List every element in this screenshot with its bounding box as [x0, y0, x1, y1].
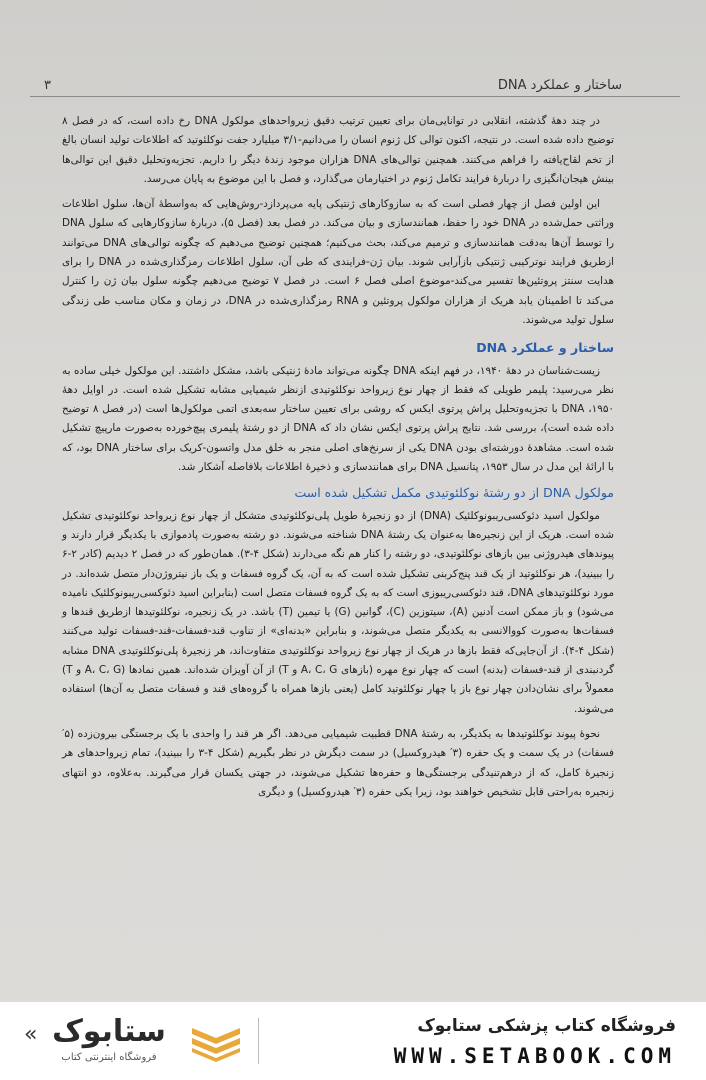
store-footer-banner [0, 1002, 706, 1080]
section-heading: ساختار و عملکرد DNA [476, 340, 614, 356]
subsection-heading: مولکول DNA از دو رشتهٔ نوکلئوتیدی مکمل تشکیل شده است [294, 485, 614, 501]
page-number: ۳ [44, 78, 51, 93]
book-stack-logo-icon [190, 1024, 242, 1062]
subsection-paragraph: مولکول اسید دئوکسی‌ریبونوکلئیک (DNA) از دو زنجیرهٔ طویل پلی‌نوکلئوتیدی متشکل از چهار نوع زیرواحد نوکلئوتیدی تشکیل شده است. هریک از این زنجیره‌ها به‌عنوان یک رشتهٔ DNA شناخته می‌شوند. دو رشته به‌صورت پادموازی با یکدیگر قرار دارند و پیوندهای هیدروژنی بین بازهای نوکلئوتیدی، دو رشته را کنار هم نگه می‌دارند (شکل ۴-۳). همان‌طور که در فصل ۲ دیدیم (کادر ۲-۶ را ببینید)، هر نوکلئوتید از یک قند پنج‌کربنی تشکیل شده است که به آن، یک گروه فسفات و یک باز نیتروژن‌دار متصل شده‌اند. در مورد نوکلئوتیدهای DNA، قند دئوکسی‌ریبوزی است که به یک گروه فسفات متصل است (بنابراین اسید دئوکسی‌ریبونوکلئیک نامیده می‌شود) و باز ممکن است آدنین (A)، سیتوزین (C)، گوانین (G) یا تیمین (T) باشد. در یک زنجیره، نوکلئوتیدها ازطریق قندها و فسفات‌ها به‌صورت کووالانسی به یکدیگر متصل می‌شوند، و بنابراین «بدنه‌ای» از تناوب قند-فسفات-قند-فسفات تولید می‌کنند (شکل ۴-۴). از آن‌جایی‌که فقط بازها در هریک از چهار نوع زیرواحد نوکلئوتیدی متفاوت‌اند، هر زنجیرهٔ پلی‌نوکلئوتیدی DNA مشابه گردنبندی از قند-فسفات (بدنه) است که چهار نوع مهره (بازهای A، C، G و T) از آن آویزان شده‌اند. همین نمادها (A، C، G و T) معمولاً برای نشان‌دادن چهار نوع باز یا چهار نوکلئوتید کامل (یعنی بازها همراه با گروه‌های قند و فسفات متصل به آن‌ها) استفاده می‌شوند. [62, 509, 615, 715]
header-rule [30, 96, 680, 97]
running-head: ساختار و عملکرد DNA [497, 78, 622, 93]
footer-divider [258, 1018, 259, 1064]
intro-paragraph: در چند دههٔ گذشته، انقلابی در توانایی‌مان برای تعیین ترتیب دقیق زیرواحدهای مولکول DNA رخ داده است، که در فصل ۸ توضیح داده شده است. در نتیجه، اکنون توالی کل ژنوم انسان را می‌دانیم-۳/۱ میلیارد جفت نوکلئوتید که اطلاعات تولید انسان بالغ از تخم لقاح‌یافته را فراهم می‌کنند. همچنین توالی‌های DNA هزاران موجود زندهٔ دیگر را داریم. تجزیه‌وتحلیل دقیق این توالی‌ها بینش هیجان‌انگیزی را دربارهٔ فرایند تکامل ژنوم در اختیارمان می‌گذارد، و فصل با این موضوع به پایان می‌رسد. [62, 115, 614, 185]
setabook-logo-text: ستابوک [52, 1014, 166, 1049]
section-paragraph: زیست‌شناسان در دههٔ ۱۹۴۰، در فهم اینکه DNA چگونه می‌تواند مادهٔ ژنتیکی باشد، مشکل داشتند. این مولکول خیلی ساده به نظر می‌رسید: پلیمر طویلی که فقط از چهار نوع زیرواحد نوکلئوتیدی ازنظر شیمیایی مشابه تشکیل شده است. در اوایل دههٔ ۱۹۵۰، DNA با تجزیه‌وتحلیل پراش پرتوی ایکس که روشی برای تعیین ساختار سه‌بعدی اتمی مولکول‌ها است (در فصل ۸ توضیح داده شده است)، بررسی شد. نتایج پراش پرتوی ایکس نشان داد که DNA از دو رشتهٔ پلیمری پیچ‌خورده به‌صورت مارپیچ تشکیل شده است. مشاهدهٔ دورشته‌ای بودن DNA یکی از سرنخ‌های اصلی منجر به خلق مدل واتسون-کریک برای ساختار DNA بود، که با ارائهٔ این مدل در سال ۱۹۵۳، پتانسیل DNA برای همانندسازی و ذخیرهٔ اطلاعات بلافاصله آشکار شد. [62, 364, 614, 474]
store-url: WWW.SETABOOK.COM [393, 1044, 676, 1068]
chevrons-icon: « [24, 1022, 38, 1047]
intro-paragraph: این اولین فصل از چهار فصلی است که به سازوکارهای ژنتیکی پایه می‌پردازد-روش‌هایی که به‌واسطهٔ آن‌ها، سلول اطلاعات وراثتی حمل‌شده در DNA خود را حفظ، همانندسازی و بیان می‌کند. در فصل بعد (فصل ۵)، دربارهٔ سازوکارهایی که سلول DNA را توسط آن‌ها به‌دقت همانندسازی و ترمیم می‌کند، بحث می‌کنیم؛ همچنین توضیح می‌دهیم که چگونه توالی‌های DNA می‌توانند ازطریق فرایند نوترکیبی ژنتیکی بازآرایی شوند. بیان ژن-فرایندی که طی آن، سلول اطلاعات رمزگذاری‌شده در DNA را برای هدایت سنتز پروتئین‌ها تفسیر می‌کند-موضوع اصلی فصل ۶ است. در فصل ۷ توضیح می‌دهیم چگونه سلول بیان ژن را کنترل می‌کند تا اطمینان یابد هریک از هزاران مولکول پروتئین و RNA رمزگذاری‌شده در DNA، در زمان و مکان مناسب طی زندگی سلول تولید می‌شوند. [62, 198, 615, 326]
store-name: فروشگاه کتاب پزشکی ستابوک [417, 1016, 676, 1036]
logo-tagline: فروشگاه اینترنتی کتاب [61, 1052, 157, 1063]
subsection-paragraph: نحوهٔ پیوند نوکلئوتیدها به یکدیگر، به رشتهٔ DNA قطبیت شیمیایی می‌دهد. اگر هر قند را واحدی با یک برجستگی بیرون‌زده (۵′ فسفات) در یک سمت و یک حفره (۳′ هیدروکسیل) در سمت دیگرش در نظر بگیریم (شکل ۴-۳ را ببینید)، تمام زیرواحدهای هر زنجیرهٔ کامل، که از درهم‌تنیدگی برجستگی‌ها و حفره‌ها تشکیل می‌شوند، در جهتی یکسان قرار می‌گیرند. به‌علاوه، دو انتهای زنجیره به‌راحتی قابل تشخیص خواهند بود، زیرا یکی حفره (۳′ هیدروکسیل) و دیگری [62, 727, 614, 798]
page-content [62, 112, 614, 1002]
